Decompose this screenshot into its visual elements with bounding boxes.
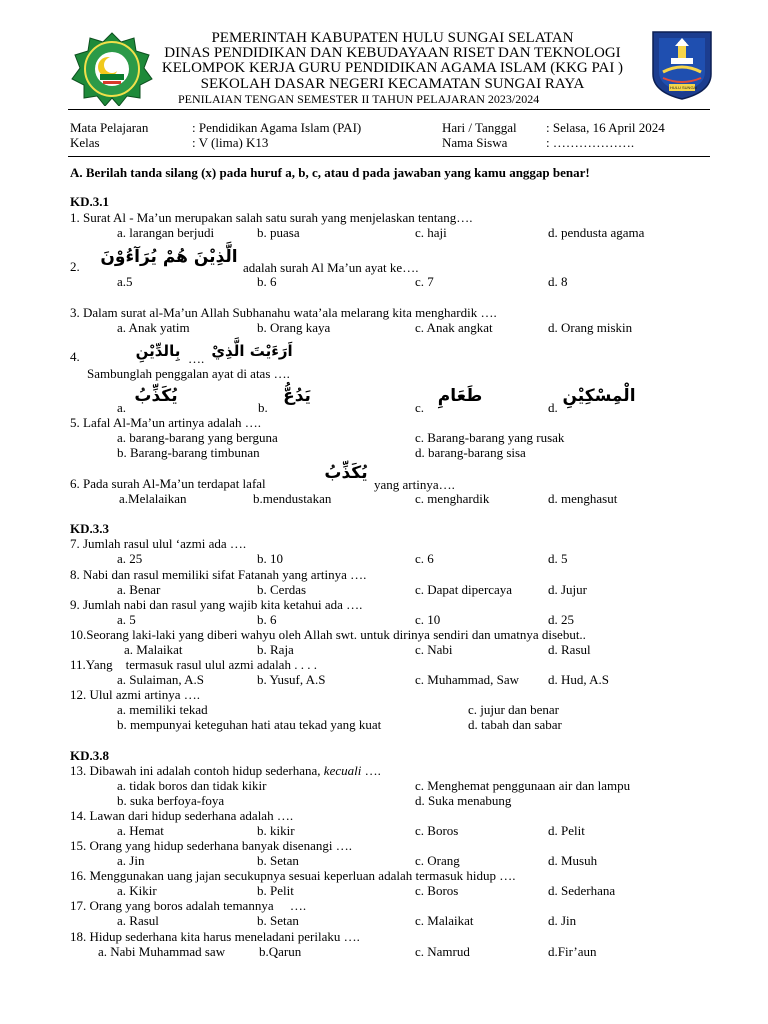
q6-text: 6. Pada surah Al-Ma’un terdapat lafal xyxy=(70,476,266,491)
q7-text: 7. Jumlah rasul ulul ‘azmi ada …. xyxy=(70,536,247,551)
hari-label: Hari / Tanggal xyxy=(442,120,517,135)
q4-number: 4. xyxy=(70,349,80,364)
q15-option-d[interactable]: d. Musuh xyxy=(548,853,598,868)
q16-option-a[interactable]: a. Kikir xyxy=(117,883,157,898)
q9-option-a[interactable]: a. 5 xyxy=(117,612,136,627)
q18-option-a[interactable]: a. Nabi Muhammad saw xyxy=(98,944,226,959)
q4-text: Sambunglah penggalan ayat di atas …. xyxy=(87,366,290,381)
q1-option-a[interactable]: a. larangan berjudi xyxy=(117,225,215,240)
q5-option-a[interactable]: a. barang-barang yang berguna xyxy=(117,430,278,445)
q12-option-d[interactable]: d. tabah dan sabar xyxy=(468,717,562,732)
header-line-3: KELOMPOK KERJA GURU PENDIDIKAN AGAMA ISLAM (KKG PAI ) xyxy=(161,60,624,76)
q8-text: 8. Nabi dan rasul memiliki sifat Fatanah yang artinya …. xyxy=(70,567,367,582)
q4-arabic-part-1: اَرَءَيْتَ الَّذِيْ xyxy=(211,342,293,360)
q4-arabic-part-2: بِالدِّيْنِ xyxy=(135,342,181,360)
q8-option-d[interactable]: d. Jujur xyxy=(548,582,587,597)
q3-option-d[interactable]: d. Orang miskin xyxy=(548,320,633,335)
q17-text: 17. Orang yang boros adalah temannya …. xyxy=(70,898,307,913)
q13-option-d[interactable]: d. Suka menabung xyxy=(415,793,512,808)
q1-option-b[interactable]: b. puasa xyxy=(257,225,300,240)
q7-option-a[interactable]: a. 25 xyxy=(117,551,143,566)
header-line-1: PEMERINTAH KABUPATEN HULU SUNGAI SELATAN xyxy=(211,30,574,46)
crest-banner-text: HULU SUNGAI xyxy=(670,85,698,90)
kabupaten-hss-crest xyxy=(651,30,713,100)
q13-text-italic: kecuali xyxy=(323,763,362,778)
q9-text: 9. Jumlah nabi dan rasul yang wajib kita ketahui ada …. xyxy=(70,597,363,612)
hari-value: : Selasa, 16 April 2024 xyxy=(546,120,665,135)
q16-option-c[interactable]: c. Boros xyxy=(415,883,459,898)
q10-option-b[interactable]: b. Raja xyxy=(257,642,294,657)
q17-option-b[interactable]: b. Setan xyxy=(257,913,299,928)
q4-option-d-arabic[interactable]: الْمِسْكِيْنِ xyxy=(562,386,636,406)
q6-option-a[interactable]: a.Melalaikan xyxy=(119,491,187,506)
q2-arabic-verse: الَّذِيْنَ هُمْ يُرَآءُوْنَ xyxy=(100,247,238,267)
q18-option-b[interactable]: b.Qarun xyxy=(259,944,302,959)
kelas-value: : V (lima) K13 xyxy=(192,135,269,150)
q13-text-tail: …. xyxy=(361,763,381,778)
q12-text: 12. Ulul azmi artinya …. xyxy=(70,687,200,702)
q14-option-a[interactable]: a. Hemat xyxy=(117,823,164,838)
q16-option-d[interactable]: d. Sederhana xyxy=(548,883,616,898)
q13-text xyxy=(70,763,381,778)
section-kd-3-3: KD.3.3 xyxy=(70,521,109,536)
q2-option-a[interactable]: a.5 xyxy=(117,274,133,289)
q4-option-c-arabic[interactable]: طَعَامِ xyxy=(437,386,483,406)
kelas-label: Kelas xyxy=(70,135,100,150)
q8-option-b[interactable]: b. Cerdas xyxy=(257,582,307,597)
q14-text: 14. Lawan dari hidup sederhana adalah …. xyxy=(70,808,294,823)
q12-option-b[interactable]: b. mempunyai keteguhan hati atau tekad yang kuat xyxy=(117,717,382,732)
q2-option-d[interactable]: d. 8 xyxy=(548,274,568,289)
q11-option-c[interactable]: c. Muhammad, Saw xyxy=(415,672,519,687)
q1-text: 1. Surat Al - Ma’un merupakan salah satu surah yang menjelaskan tentang…. xyxy=(70,210,473,225)
q3-option-a[interactable]: a. Anak yatim xyxy=(117,320,190,335)
q7-option-b[interactable]: b. 10 xyxy=(257,551,283,566)
q10-option-c[interactable]: c. Nabi xyxy=(415,642,453,657)
q2-option-b[interactable]: b. 6 xyxy=(257,274,277,289)
q10-text: 10.Seorang laki-laki yang diberi wahyu oleh Allah swt. untuk dirinya sendiri dan umatnya disebut.. xyxy=(70,627,586,642)
q10-option-a[interactable]: a. Malaikat xyxy=(124,642,183,657)
q14-option-b[interactable]: b. kikir xyxy=(257,823,295,838)
q14-option-c[interactable]: c. Boros xyxy=(415,823,459,838)
q6-option-d[interactable]: d. menghasut xyxy=(548,491,618,506)
q6-option-b[interactable]: b.mendustakan xyxy=(253,491,332,506)
mapel-label: Mata Pelajaran xyxy=(70,120,149,135)
nama-value: : ………………. xyxy=(546,135,635,150)
q3-option-b[interactable]: b. Orang kaya xyxy=(257,320,331,335)
q2-number: 2. xyxy=(70,259,80,274)
q14-option-d[interactable]: d. Pelit xyxy=(548,823,585,838)
q16-option-b[interactable]: b. Pelit xyxy=(257,883,294,898)
header-divider xyxy=(68,109,710,110)
q18-option-d[interactable]: d.Fir’aun xyxy=(548,944,597,959)
section-kd-3-8: KD.3.8 xyxy=(70,748,109,763)
q15-option-a[interactable]: a. Jin xyxy=(117,853,145,868)
q3-option-c[interactable]: c. Anak angkat xyxy=(415,320,493,335)
q2-text: adalah surah Al Ma’un ayat ke…. xyxy=(243,260,419,275)
q2-option-c[interactable]: c. 7 xyxy=(415,274,434,289)
q4-dots: …. xyxy=(188,351,205,366)
q4-option-a-letter[interactable]: a. xyxy=(117,400,127,415)
q6-text-2: yang artinya…. xyxy=(374,477,455,492)
q13-option-a[interactable]: a. tidak boros dan tidak kikir xyxy=(117,778,267,793)
q5-option-c[interactable]: c. Barang-barang yang rusak xyxy=(415,430,565,445)
nama-label: Nama Siswa xyxy=(442,135,508,150)
q16-text: 16. Menggunakan uang jajan secukupnya sesuai keperluan adalah termasuk hidup …. xyxy=(70,868,516,883)
q8-option-a[interactable]: a. Benar xyxy=(117,582,161,597)
q13-option-c[interactable]: c. Menghemat penggunaan air dan lampu xyxy=(415,778,631,793)
q15-text: 15. Orang yang hidup sederhana banyak disenangi …. xyxy=(70,838,352,853)
q3-text: 3. Dalam surat al-Ma’un Allah Subhanahu wata’ala melarang kita menghardik …. xyxy=(70,305,497,320)
q5-option-d[interactable]: d. barang-barang sisa xyxy=(415,445,526,460)
q17-option-a[interactable]: a. Rasul xyxy=(117,913,159,928)
kkg-pai-logo xyxy=(70,32,154,106)
q4-option-b-arabic[interactable]: يَدُعُّ xyxy=(283,386,311,406)
q1-option-c[interactable]: c. haji xyxy=(415,225,447,240)
q13-option-b[interactable]: b. suka berfoya-foya xyxy=(117,793,225,808)
q4-option-c-letter[interactable]: c. xyxy=(415,400,425,415)
q11-option-a[interactable]: a. Sulaiman, A.S xyxy=(117,672,205,687)
header-line-4: SEKOLAH DASAR NEGERI KECAMATAN SUNGAI RAYA xyxy=(200,76,585,92)
q10-option-d[interactable]: d. Rasul xyxy=(548,642,591,657)
instruction: A. Berilah tanda silang (x) pada huruf a, b, c, atau d pada jawaban yang kamu anggap benar! xyxy=(70,165,590,180)
q8-option-c[interactable]: c. Dapat dipercaya xyxy=(415,582,513,597)
q5-option-b[interactable]: b. Barang-barang timbunan xyxy=(117,445,260,460)
q17-option-d[interactable]: d. Jin xyxy=(548,913,577,928)
q6-option-c[interactable]: c. menghardik xyxy=(415,491,490,506)
mapel-value: : Pendidikan Agama Islam (PAI) xyxy=(192,120,362,135)
q6-arabic-word: يُكَذِّبُ xyxy=(324,463,368,483)
q4-option-b-letter[interactable]: b. xyxy=(258,400,268,415)
q7-option-d[interactable]: d. 5 xyxy=(548,551,568,566)
q18-text: 18. Hidup sederhana kita harus meneladani perilaku …. xyxy=(70,929,360,944)
q12-option-c[interactable]: c. jujur dan benar xyxy=(468,702,559,717)
q11-option-d[interactable]: d. Hud, A.S xyxy=(548,672,610,687)
q12-option-a[interactable]: a. memiliki tekad xyxy=(117,702,208,717)
q4-option-a-arabic[interactable]: يُكَذِّبُ xyxy=(134,386,178,406)
q15-option-b[interactable]: b. Setan xyxy=(257,853,299,868)
q11-text: 11.Yang termasuk rasul ulul azmi adalah . . . . xyxy=(70,657,317,672)
q15-option-c[interactable]: c. Orang xyxy=(415,853,460,868)
q9-option-c[interactable]: c. 10 xyxy=(415,612,441,627)
q5-text: 5. Lafal Al-Ma’un artinya adalah …. xyxy=(70,415,261,430)
section-kd-3-1: KD.3.1 xyxy=(70,194,109,209)
q1-option-d[interactable]: d. pendusta agama xyxy=(548,225,645,240)
header-line-2: DINAS PENDIDIKAN DAN KEBUDAYAAN RISET DAN TEKNOLOGI xyxy=(164,45,621,61)
q11-option-b[interactable]: b. Yusuf, A.S xyxy=(257,672,326,687)
q9-option-b[interactable]: b. 6 xyxy=(257,612,277,627)
header-line-5: PENILAIAN TENGAN SEMESTER II TAHUN PELAJARAN 2023/2024 xyxy=(178,92,540,106)
q7-option-c[interactable]: c. 6 xyxy=(415,551,434,566)
q17-option-c[interactable]: c. Malaikat xyxy=(415,913,474,928)
q4-option-d-letter[interactable]: d. xyxy=(548,400,558,415)
q18-option-c[interactable]: c. Namrud xyxy=(415,944,470,959)
q13-text-main: 13. Dibawah ini adalah contoh hidup sederhana, xyxy=(70,763,324,778)
info-divider xyxy=(68,156,710,157)
q9-option-d[interactable]: d. 25 xyxy=(548,612,574,627)
